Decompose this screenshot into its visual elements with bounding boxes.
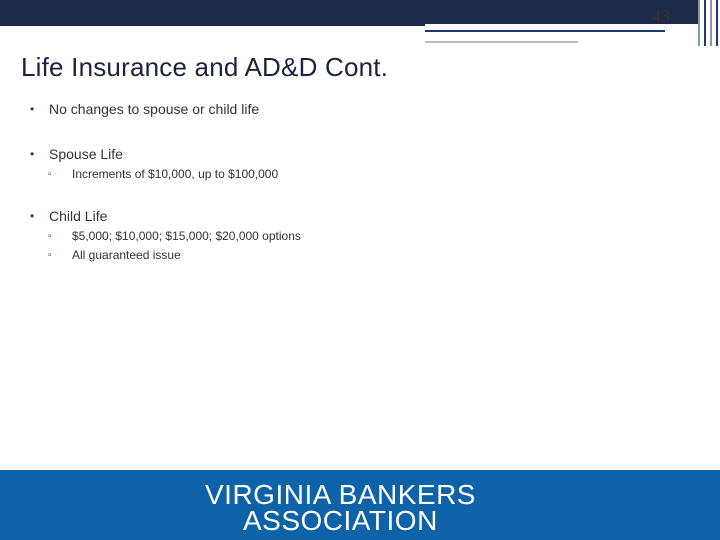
sub-bullet-item <box>30 246 630 265</box>
bullet-icon: • <box>30 209 35 223</box>
bullet-icon: • <box>30 147 35 161</box>
sub-bullet-text: Increments of $10,000, up to $100,000 <box>72 167 279 181</box>
sub-bullet-icon: ▫ <box>48 250 52 261</box>
header-side-stripe <box>698 0 700 46</box>
bullet-item <box>30 98 630 120</box>
sub-bullet-text: $5,000; $10,000; $15,000; $20,000 options <box>72 229 301 243</box>
bullet-icon: • <box>30 102 35 116</box>
vba-logo <box>205 480 525 536</box>
slide-number: 43 <box>652 6 670 26</box>
logo-line-1: VIRGINIA BANKERS <box>205 479 476 510</box>
header-rule-light <box>425 41 578 43</box>
sub-bullet-text: All guaranteed issue <box>72 248 181 262</box>
header-side-stripe <box>716 0 718 46</box>
header-side-stripe <box>704 0 706 46</box>
logo-line-2: ASSOCIATION <box>243 505 438 536</box>
sub-bullet-icon: ▫ <box>48 169 52 180</box>
bullet-text: Child Life <box>49 208 108 224</box>
sub-bullet-item <box>30 227 630 246</box>
sub-bullet-item <box>30 165 630 184</box>
header-rule <box>0 24 425 26</box>
bullet-item <box>30 205 630 227</box>
header-side-stripe <box>710 0 712 46</box>
bullet-text: Spouse Life <box>49 146 123 162</box>
header-rule-accent <box>425 30 665 32</box>
header-bar <box>0 0 698 24</box>
bullet-list <box>30 98 630 265</box>
bullet-text: No changes to spouse or child life <box>49 101 260 117</box>
sub-bullet-icon: ▫ <box>48 231 52 242</box>
bullet-item <box>30 143 630 165</box>
slide-title: Life Insurance and AD&D Cont. <box>21 52 389 82</box>
